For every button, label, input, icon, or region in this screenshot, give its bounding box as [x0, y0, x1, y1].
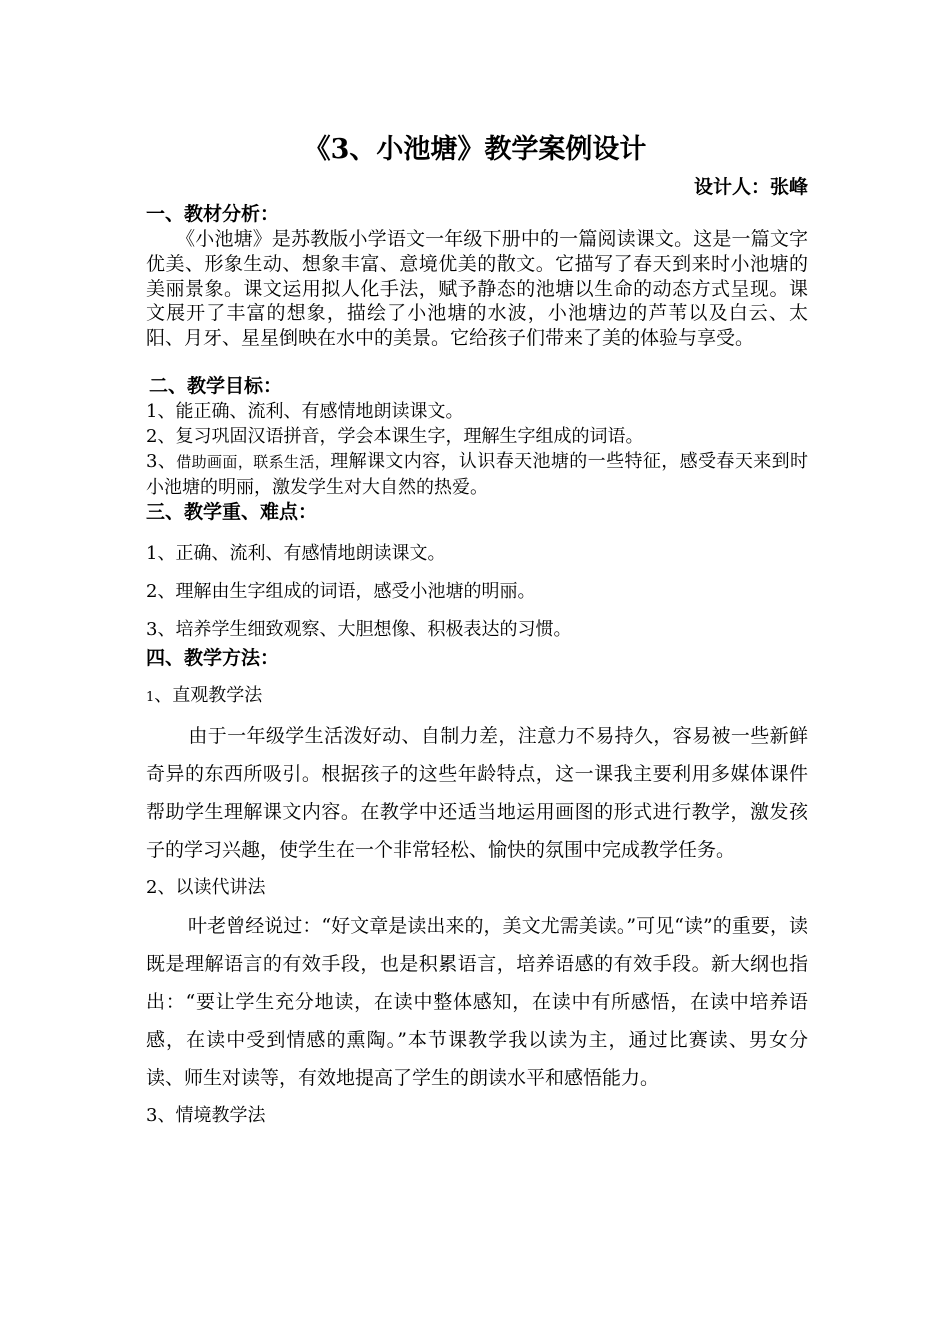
- goal-item: [146, 449, 808, 500]
- key-point-item: 2、理解由生字组成的词语，感受小池塘的明丽。: [146, 581, 536, 602]
- document-title: 《3、小池塘》教学案例设计: [303, 134, 647, 165]
- section-textbook-analysis: [146, 201, 808, 351]
- analysis-paragraph: [146, 227, 808, 351]
- section-teaching-methods: [146, 639, 808, 1135]
- section-key-points: [146, 499, 808, 649]
- method-item: 3、情境教学法: [146, 1105, 266, 1126]
- goal-item-text: 理解课文内容，认识春天池塘的一些特征，感受春天来到时小池塘的明丽，激发学生对大自然的热爱。: [146, 451, 809, 498]
- method-text: 由于一年级学生活泼好动、自制力差，注意力不易持久，容易被一些新鲜奇异的东西所吸引。根据孩子的这些年龄特点，这一课我主要利用多媒体课件帮助学生理解课文内容。在教学中还适当地运用画图的形式进行教学，激发孩子的学习兴趣，使学生在一个非常轻松、愉快的氛围中完成教学任务。: [146, 725, 808, 861]
- goal-item-number: 3、: [146, 451, 177, 472]
- method-item: [146, 677, 808, 717]
- method-number: 1: [146, 690, 155, 705]
- method-paragraph: [146, 717, 808, 869]
- goal-item: 2、复习巩固汉语拼音，学会本课生字，理解生字组成的词语。: [146, 426, 644, 447]
- method-item: 2、以读代讲法: [146, 877, 266, 898]
- method-title: 、直观教学法: [154, 685, 263, 706]
- section-heading: 二、教学目标：: [149, 375, 283, 397]
- section-heading: 三、教学重、难点：: [146, 501, 318, 523]
- goal-item: 1、能正确、流利、有感情地朗读课文。: [146, 401, 464, 422]
- method-paragraph: [146, 907, 808, 1097]
- section-heading: 一、教材分析：: [146, 203, 280, 225]
- section-teaching-goals: [146, 373, 808, 500]
- designer-line: 设计人：张峰: [693, 176, 808, 198]
- key-point-item: 1、正确、流利、有感情地朗读课文。: [146, 543, 446, 564]
- analysis-text: 《小池塘》是苏教版小学语文一年级下册中的一篇阅读课文。这是一篇文字优美、形象生动、想象丰富、意境优美的散文。它描写了春天到来时小池塘的美丽景象。课文运用拟人化手法，赋予静态的池塘以生命的动态方式呈现。课文展开了丰富的想象，描绘了小池塘的水波，小池塘边的芦苇以及白云、太阳、月牙、星星倒映在水中的美景。它给孩子们带来了美的体验与享受。: [146, 228, 808, 350]
- section-heading: 四、教学方法：: [146, 647, 280, 669]
- key-point-item: 3、培养学生细致观察、大胆想像、积极表达的习惯。: [146, 619, 572, 640]
- goal-item-small-text: 借助画面，联系生活，: [176, 453, 331, 471]
- method-text: 叶老曾经说过：“好文章是读出来的，美文尤需美读。”可见“读”的重要，读既是理解语言的有效手段，也是积累语言，培养语感的有效手段。新大纲也指出：“要让学生充分地读，在读中整体感知，在读中有所感悟，在读中培养语感，在读中受到情感的熏陶。”本节课教学我以读为主，通过比赛读、男女分读、师生对读等，有效地提高了学生的朗读水平和感悟能力。: [146, 915, 808, 1089]
